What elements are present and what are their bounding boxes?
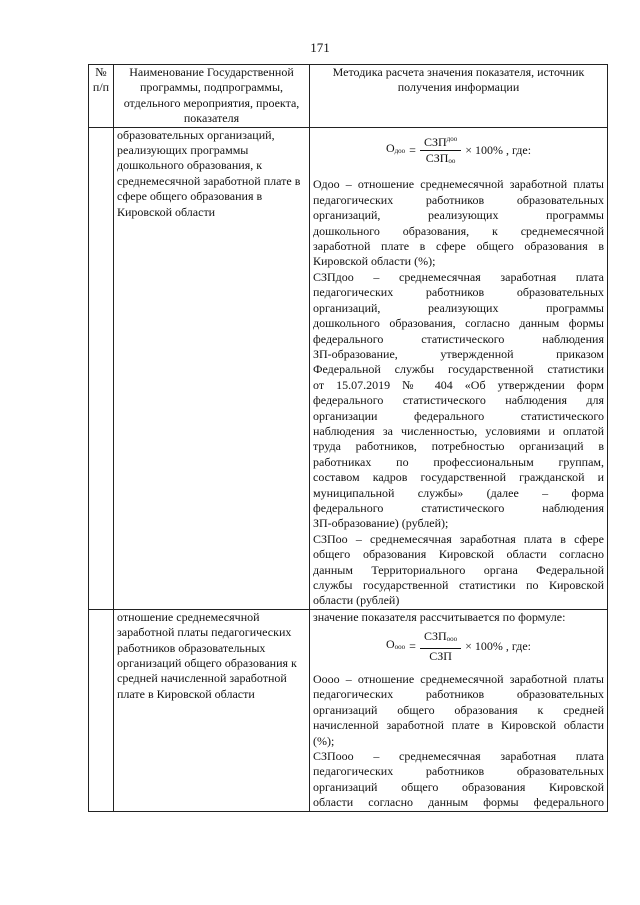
table-row [89,127,608,609]
header-number: № п/п [89,65,114,128]
formula-lhs-sub: доо [394,147,406,156]
formula-den-sub: оо [448,157,456,166]
text-line: работниках по профессиональным группам, [313,454,604,469]
formula-tail: × 100% , где: [465,142,532,157]
row1-number [89,127,114,609]
text-line: дошкольного образования, к среднемесячной [313,223,604,238]
formula-eq: = [409,142,416,157]
text-line: ЗП-образование, утвержденной приказом [313,346,604,361]
text-line: данным Территориального органа Федеральной [313,562,604,577]
header-method: Методика расчета значения показателя, источник получения информации [310,65,608,128]
text-line: области согласно данным формы федерального [313,795,604,810]
text-line: Кировской области (%); [313,254,436,269]
formula-fraction [420,132,461,170]
formula-den: СЗП [429,648,452,663]
text-line: организаций общего образования к средней [313,702,604,717]
text-line: труда работников, потребностью организаций в [313,439,604,454]
formula-den: СЗП [425,151,449,166]
text-line: федерального статистического наблюдения для [313,393,604,408]
row2-intro: значение показателя рассчитывается по формуле: [313,609,566,624]
text-line: службы государственной статистики по Кировской [313,578,604,592]
text-line: федерального статистического наблюдения [313,331,604,346]
text-line: муниципальной службы» (далее – форма [313,485,604,500]
text-line: СЗПдоо – среднемесячная заработная плата [313,269,604,284]
header-name: Наименование Государственной программы, подпрограммы, отдельного мероприятия, проекта, показателя [114,65,310,128]
row2-name: отношение среднемесячной заработной платы педагогических работников образовательных организаций общего образования к средней начисленной заработной плате в Кировской области [114,609,310,811]
formula-lhs-sub: ооо [394,643,406,652]
row2-number [89,609,114,811]
text-line: от 15.07.2019 № 404 «Об утверждении форм [313,377,604,392]
formula-lhs: О [385,141,395,156]
text-line: заработной плате в сфере общего образования в [313,239,604,254]
text-line: организаций, реализующих программы [313,300,604,315]
row1-method [310,127,608,609]
text-line: организации федерального статистического [313,408,604,423]
formula-num-sup: доо [446,134,458,143]
formula-num-sub: ооо [446,635,458,644]
row2-method [310,609,608,811]
row1-formula [313,128,604,178]
page-number: 171 [310,40,330,55]
text-line: начисленной заработной плате в Кировской области [313,718,604,733]
text-line: Федеральной службы государственной статистики [313,362,604,377]
text-line: педагогических работников образовательных [313,687,604,702]
table-header-row [89,65,608,128]
text-line: составом кадров государственной гражданской и [313,470,604,485]
formula-fraction [420,629,461,664]
text-line: дошкольного образования, согласно данным формы [313,316,604,331]
row2-description [313,672,604,811]
text-line: организаций, реализующих программы [313,208,604,223]
text-line: общего образования Кировской области согласно [313,547,604,562]
text-line: Одоо – отношение среднемесячной заработной платы [313,177,604,192]
text-line: федерального статистического наблюдения [313,500,604,515]
text-line: педагогических работников образовательных [313,192,604,207]
text-line: организаций общего образования Кировской [313,779,604,794]
formula-eq: = [409,638,416,653]
formula-lhs: О [386,637,395,652]
document-table [88,64,608,812]
table-row [89,609,608,811]
text-line: СЗПооо – среднемесячная заработная плата [313,749,604,764]
row1-description [313,177,604,608]
text-line: Оооо – отношение среднемесячной заработной платы [313,672,604,687]
text-line: ЗП-образование) (рублей); [313,516,449,531]
text-line: СЗПоо – среднемесячная заработная плата в сфере [313,531,604,546]
text-line: (%); [313,733,335,748]
formula-tail: × 100% , где: [465,638,531,653]
text-line: педагогических работников образовательных [313,764,604,779]
row1-name: образовательных организаций, реализующих программы дошкольного образования, к среднемесячной заработной плате в сфере общего образования в Кировской области [114,127,310,609]
row2-formula [313,625,604,672]
text-line: наблюдения за численностью, условиями и оплатой [313,423,604,438]
text-line: области (рублей) [313,593,400,608]
formula-num: СЗП [423,134,447,149]
formula-num: СЗП [423,629,447,644]
text-line: педагогических работников образовательных [313,285,604,300]
